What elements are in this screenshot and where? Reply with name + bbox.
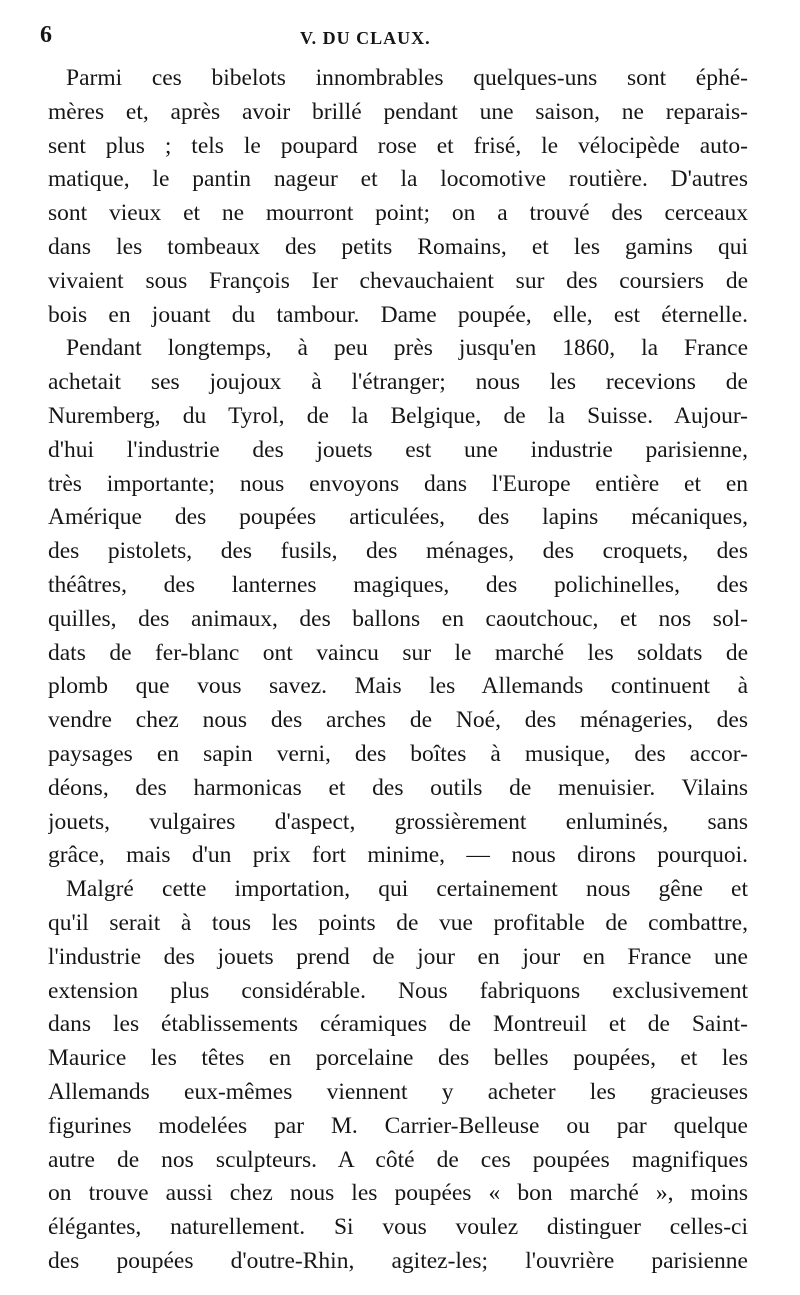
text-line: Malgré cette importation, qui certainement nous gêne et bbox=[66, 876, 748, 903]
text-line: des pistolets, des fusils, des ménages, des croquets, des bbox=[48, 538, 748, 565]
text-line: vendre chez nous des arches de Noé, des ménageries, des bbox=[48, 707, 748, 734]
text-line: quilles, des animaux, des ballons en caoutchouc, et nos sol- bbox=[48, 605, 748, 632]
body-text bbox=[48, 62, 748, 1279]
text-line: théâtres, des lanternes magiques, des polichinelles, des bbox=[48, 571, 748, 598]
text-line: d'hui l'industrie des jouets est une industrie parisienne, bbox=[48, 436, 748, 463]
text-line: qu'il serait à tous les points de vue profitable de combattre, bbox=[48, 909, 748, 936]
text-line: grâce, mais d'un prix fort minime, — nous dirons pourquoi. bbox=[48, 842, 748, 869]
text-line: l'industrie des jouets prend de jour en jour en France une bbox=[48, 943, 748, 970]
page-header bbox=[0, 22, 800, 52]
text-line: Maurice les têtes en porcelaine des belles poupées, et les bbox=[48, 1045, 748, 1072]
text-line: autre de nos sculpteurs. A côté de ces poupées magnifiques bbox=[48, 1146, 748, 1173]
running-head: V. DU CLAUX. bbox=[300, 28, 431, 48]
text-line: dans les établissements céramiques de Montreuil et de Saint- bbox=[48, 1011, 748, 1038]
text-line: sent plus ; tels le poupard rose et frisé, le vélocipède auto- bbox=[48, 132, 748, 159]
text-line: Pendant longtemps, à peu près jusqu'en 1860, la France bbox=[66, 335, 748, 362]
text-line: on trouve aussi chez nous les poupées « bon marché », moins bbox=[48, 1180, 748, 1207]
text-line: Allemands eux-mêmes viennent y acheter les gracieuses bbox=[48, 1078, 748, 1105]
text-line: achetait ses joujoux à l'étranger; nous les recevions de bbox=[48, 369, 748, 396]
text-line: plomb que vous savez. Mais les Allemands continuent à bbox=[48, 673, 748, 700]
text-line: Amérique des poupées articulées, des lapins mécaniques, bbox=[48, 504, 748, 531]
text-line: élégantes, naturellement. Si vous voulez distinguer celles-ci bbox=[48, 1214, 748, 1241]
text-line: extension plus considérable. Nous fabriquons exclusivement bbox=[48, 977, 748, 1004]
text-line: jouets, vulgaires d'aspect, grossièrement enluminés, sans bbox=[48, 808, 748, 835]
text-line: paysages en sapin verni, des boîtes à musique, des accor- bbox=[48, 740, 748, 767]
text-line: déons, des harmonicas et des outils de menuisier. Vilains bbox=[48, 774, 748, 801]
text-line: mères et, après avoir brillé pendant une saison, ne reparais- bbox=[48, 98, 748, 125]
text-line: sont vieux et ne mourront point; on a trouvé des cerceaux bbox=[48, 200, 748, 227]
text-line: très importante; nous envoyons dans l'Europe entière et en bbox=[48, 470, 748, 497]
text-line: des poupées d'outre-Rhin, agitez-les; l'ouvrière parisienne bbox=[48, 1247, 748, 1274]
text-line: matique, le pantin nageur et la locomotive routière. D'autres bbox=[48, 166, 748, 193]
text-line: vivaient sous François Ier chevauchaient sur des coursiers de bbox=[48, 267, 748, 294]
text-line: figurines modelées par M. Carrier-Belleuse ou par quelque bbox=[48, 1112, 748, 1139]
text-line: Parmi ces bibelots innombrables quelques-uns sont éphé- bbox=[66, 65, 748, 91]
text-line: dans les tombeaux des petits Romains, et les gamins qui bbox=[48, 233, 748, 260]
text-line: Nuremberg, du Tyrol, de la Belgique, de la Suisse. Aujour- bbox=[48, 402, 748, 429]
text-line: bois en jouant du tambour. Dame poupée, elle, est éternelle. bbox=[48, 301, 748, 328]
page-number: 6 bbox=[40, 22, 52, 48]
text-line: dats de fer-blanc ont vaincu sur le marché les soldats de bbox=[48, 639, 748, 666]
